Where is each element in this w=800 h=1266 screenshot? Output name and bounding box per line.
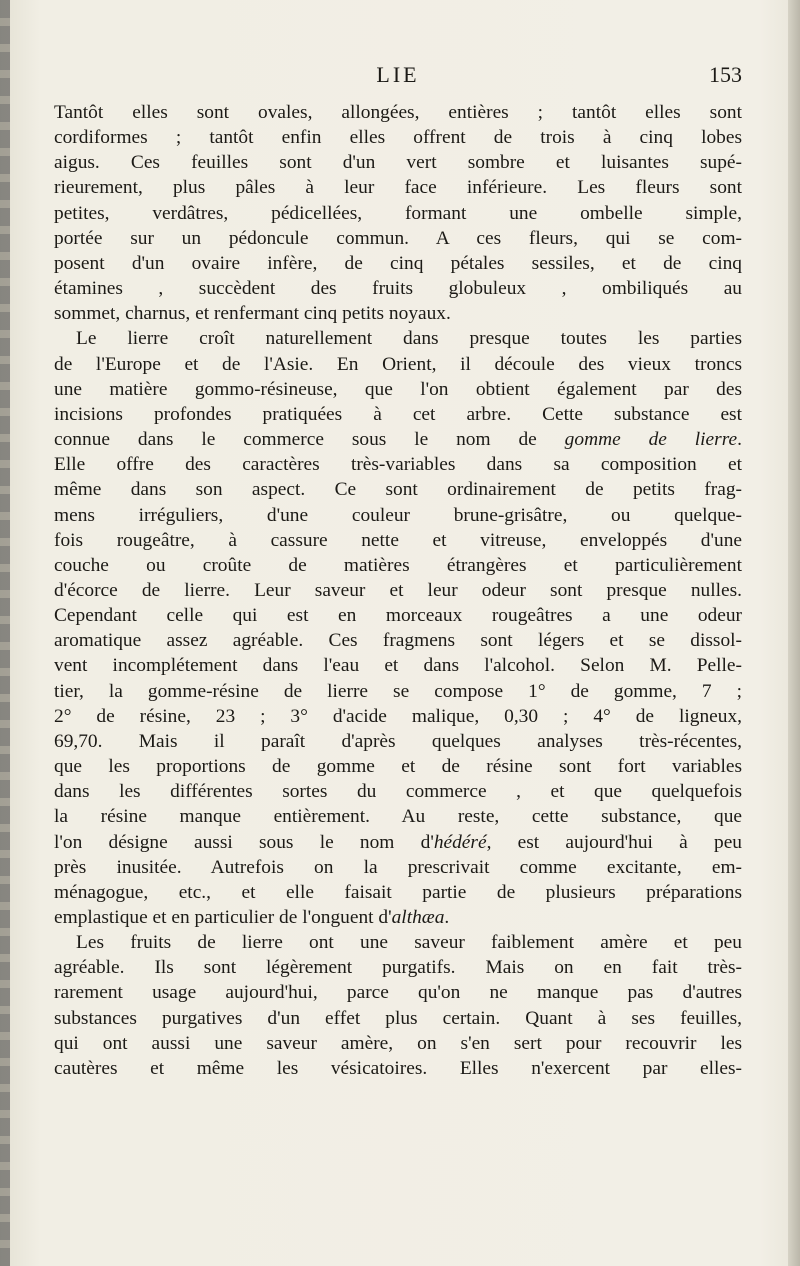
text-line: 69,70. Mais il paraît d'après quelques analyses très-récentes, [54, 730, 742, 752]
text-line: Cependant celle qui est en morceaux rougeâtres a une odeur [54, 605, 742, 627]
text-line: couche ou croûte de matières étrangères et particulièrement [54, 554, 742, 576]
page-edge [788, 0, 800, 1266]
text-line: qui ont aussi une saveur amère, on s'en sert pour recouvrir les [54, 1032, 742, 1054]
text-line: la résine manque entièrement. Au reste, cette substance, que [54, 806, 742, 828]
text-line: même dans son aspect. Ce sont ordinairement de petits frag- [54, 479, 742, 501]
page-header [54, 62, 742, 92]
text-line: l'on désigne aussi sous le nom d'hédéré, est aujourd'hui à peu [54, 831, 742, 853]
page-number: 153 [709, 62, 742, 87]
text-line: emplastique et en particulier de l'onguent d'althæa. [54, 907, 450, 928]
text-line: 2° de résine, 23 ; 3° d'acide malique, 0,30 ; 4° de ligneux, [54, 705, 742, 727]
text-line: fois rougeâtre, à cassure nette et vitreuse, enveloppés d'une [54, 529, 742, 551]
text-line: mens irréguliers, d'une couleur brune-grisâtre, ou quelque- [54, 504, 742, 526]
text-line: tier, la gomme-résine de lierre se compose 1° de gomme, 7 ; [54, 680, 742, 702]
text-line: agréable. Ils sont légèrement purgatifs. Mais on en fait très- [54, 957, 742, 979]
text-line: sommet, charnus, et renfermant cinq petits noyaux. [54, 303, 451, 325]
running-title: LIE [376, 62, 420, 87]
text-line: ménagogue, etc., et elle faisait partie de plusieurs préparations [54, 881, 742, 903]
paragraph-3 [54, 930, 742, 1081]
text-line: de l'Europe et de l'Asie. En Orient, il découle des vieux troncs [54, 353, 742, 375]
text-line: connue dans le commerce sous le nom de gomme de lierre. [54, 429, 742, 451]
text-line: petites, verdâtres, pédicellées, formant une ombelle simple, [54, 202, 742, 224]
text-line: portée sur un pédoncule commun. A ces fleurs, qui se com- [54, 227, 742, 249]
text-line: vent incomplétement dans l'eau et dans l'alcohol. Selon M. Pelle- [54, 655, 742, 677]
text-line: Tantôt elles sont ovales, allongées, entières ; tantôt elles sont [54, 102, 742, 123]
paragraph-2 [54, 326, 742, 930]
text-line: rieurement, plus pâles à leur face inférieure. Les fleurs sont [54, 177, 742, 199]
text-line: que les proportions de gomme et de résine sont fort variables [54, 756, 742, 778]
text-line: substances purgatives d'un effet plus certain. Quant à ses feuilles, [54, 1007, 742, 1029]
text-line: d'écorce de lierre. Leur saveur et leur odeur sont presque nulles. [54, 579, 742, 601]
body-text [54, 100, 742, 1081]
text-line: Le lierre croît naturellement dans presque toutes les parties [76, 328, 742, 350]
text-line: posent d'un ovaire infère, de cinq pétales sessiles, et de cinq [54, 252, 742, 274]
text-line: près inusitée. Autrefois on la prescrivait comme excitante, em- [54, 856, 742, 878]
text-line: rarement usage aujourd'hui, parce qu'on ne manque pas d'autres [54, 982, 742, 1004]
text-line: cordiformes ; tantôt enfin elles offrent de trois à cinq lobes [54, 127, 742, 149]
text-line: aigus. Ces feuilles sont d'un vert sombre et luisantes supé- [54, 152, 742, 174]
text-line: Elle offre des caractères très-variables dans sa composition et [54, 454, 742, 476]
binding-edge [0, 0, 10, 1266]
text-line: une matière gommo-résineuse, que l'on obtient également par des [54, 378, 742, 400]
text-line: incisions profondes pratiquées à cet arbre. Cette substance est [54, 403, 742, 425]
paragraph-1 [54, 100, 742, 326]
text-line: cautères et même les vésicatoires. Elles n'exercent par elles- [54, 1057, 742, 1079]
text-line: Les fruits de lierre ont une saveur faiblement amère et peu [76, 932, 742, 954]
text-line: dans les différentes sortes du commerce , et que quelquefois [54, 781, 742, 803]
text-line: aromatique assez agréable. Ces fragmens sont légers et se dissol- [54, 630, 742, 652]
text-line: étamines , succèdent des fruits globuleux , ombiliqués au [54, 278, 742, 300]
